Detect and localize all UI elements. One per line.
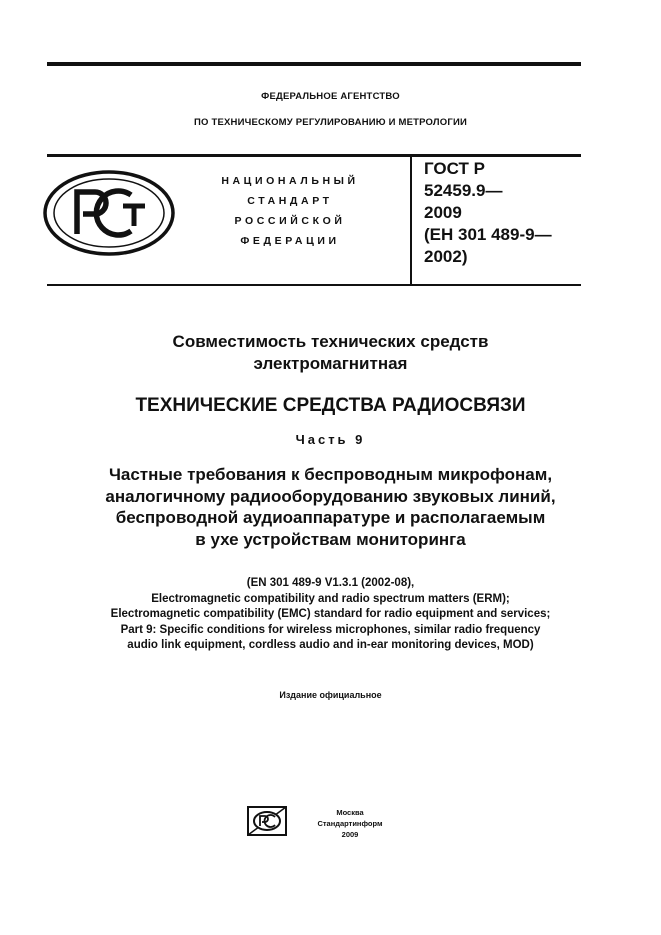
- publisher-logo-icon: [247, 806, 287, 836]
- title-line: электромагнитная: [253, 354, 408, 373]
- part-label: Часть 9: [295, 432, 366, 447]
- national-line: РОССИЙСКОЙ: [234, 215, 346, 227]
- national-standard-label: [195, 171, 385, 251]
- subtitle: [40, 464, 621, 550]
- agency-name-line1: ФЕДЕРАЛЬНОЕ АГЕНТСТВО: [261, 91, 400, 102]
- gost-designation: [424, 158, 584, 268]
- national-line: СТАНДАРТ: [247, 195, 333, 207]
- publisher-name: Стандартинформ: [317, 819, 383, 828]
- header-box-divider: [410, 157, 412, 284]
- subtitle-line: аналогичному радиооборудованию звуковых линий,: [105, 486, 556, 506]
- publisher-info: [300, 807, 400, 840]
- english-title: [40, 576, 621, 654]
- english-line: Part 9: Specific conditions for wireless microphones, similar radio frequency: [120, 623, 541, 636]
- gost-line: (ЕН 301 489-9—: [424, 225, 552, 244]
- gost-line: 52459.9—: [424, 181, 503, 200]
- english-line: Electromagnetic compatibility (EMC) standard for radio equipment and services;: [110, 608, 551, 620]
- national-line: НАЦИОНАЛЬНЫЙ: [221, 175, 359, 187]
- english-line: Electromagnetic compatibility and radio spectrum matters (ERM);: [151, 592, 510, 605]
- main-title: ТЕХНИЧЕСКИЕ СРЕДСТВА РАДИОСВЯЗИ: [135, 395, 526, 416]
- edition-label: Издание официальное: [279, 690, 382, 700]
- title-line: Совместимость технических средств: [172, 332, 489, 351]
- publisher-city: Москва: [336, 808, 364, 817]
- subtitle-line: Частные требования к беспроводным микрофонам,: [108, 465, 553, 484]
- subtitle-line: в ухе устройствам мониторинга: [195, 529, 466, 549]
- document-title: [40, 331, 621, 375]
- gost-line: 2009: [424, 203, 462, 222]
- header-box-bottom-rule: [47, 284, 581, 286]
- gost-line: ГОСТ Р: [424, 159, 485, 178]
- gost-emblem-icon: [43, 170, 175, 256]
- gost-line: 2002): [424, 247, 468, 266]
- top-rule: [47, 62, 581, 66]
- subtitle-line: беспроводной аудиоаппаратуре и располагаемым: [115, 508, 546, 527]
- english-line: audio link equipment, cordless audio and in-ear monitoring devices, MOD): [127, 639, 534, 651]
- english-line: (EN 301 489-9 V1.3.1 (2002-08),: [246, 577, 415, 589]
- header-box-top-rule: [47, 154, 581, 157]
- national-line: ФЕДЕРАЦИИ: [240, 235, 340, 247]
- agency-name-line2: ПО ТЕХНИЧЕСКОМУ РЕГУЛИРОВАНИЮ И МЕТРОЛОГИИ: [194, 117, 467, 128]
- publisher-year: 2009: [341, 830, 359, 839]
